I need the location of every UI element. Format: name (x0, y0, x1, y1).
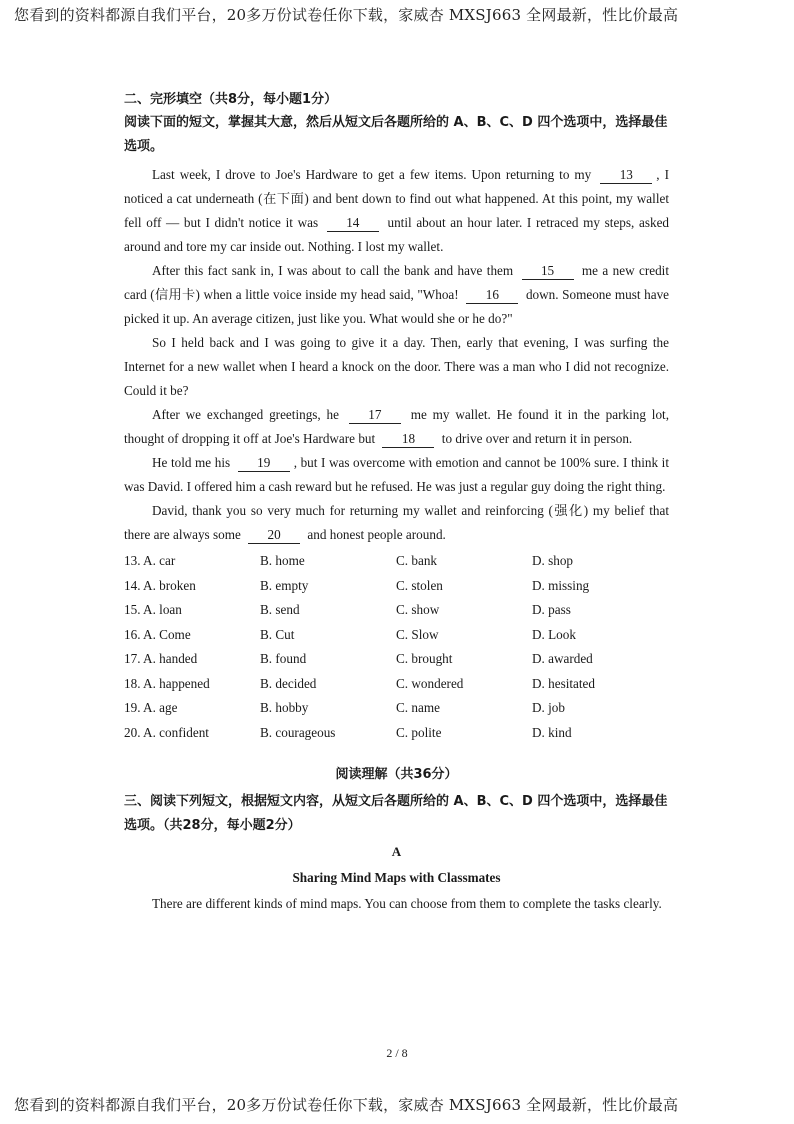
passage-first-line: There are different kinds of mind maps. You can choose from them to complete the tasks clearly. (152, 896, 662, 911)
option: 18. A. happened (124, 675, 210, 691)
watermark-banner-top: 您看到的资料都源自我们平台，20多万份试卷任你下载，家威杏 MXSJ663 全网最新，性比价最高 (14, 6, 679, 24)
reading-section-title: 三、阅读下列短文，根据短文内容，从短文后各题所给的 A、B、C、D 四个选项中，选择最佳选项。（共28分，每小题2分） (124, 794, 668, 833)
option: B. found (260, 651, 307, 666)
option: B. empty (260, 577, 309, 593)
option: 14. A. broken (124, 577, 196, 593)
option: D. pass (532, 602, 571, 617)
option: C. stolen (396, 577, 443, 593)
passage-title: Sharing Mind Maps with Classmates (292, 870, 501, 885)
option: C. show (396, 602, 440, 617)
cloze-paragraph-6: David, thank you so very much for returning my wallet and reinforcing (强化) my belief that there are always some 20 and honest people around. (124, 503, 669, 542)
option: D. kind (532, 724, 572, 740)
cloze-paragraph-2: After this fact sank in, I was about to call the bank and have them 15 me a new credit card (信用卡) when a little voice inside my head said, "Whoa! 16 down. Someone must have picked it up. An average citizen, just like you. What would she or he do?" (124, 263, 670, 326)
option: C. bank (396, 553, 438, 568)
option: B. send (260, 602, 300, 617)
cloze-options-grid (124, 549, 669, 745)
cloze-paragraph-3: So I held back and I was going to give it a day. Then, early that evening, I was surfing the Internet for a new wallet when I heard a knock on the door. There was a man who I did not recognize. Could it be? (124, 335, 669, 398)
option: D. awarded (532, 651, 593, 666)
reading-heading: 阅读理解（共36分） (335, 767, 458, 782)
cloze-paragraph-1: Last week, I drove to Joe's Hardware to get a few items. Upon returning to my 13 , I noticed a cat underneath (在下面) and bent down to find out what happened. At this point, my wallet fell off — but I didn't notice it was 14 until about an hour later. I retraced my steps, asked around and tore my car inside out. Nothing. I lost my wallet. (124, 167, 670, 254)
page-number: 2 / 8 (386, 1046, 408, 1060)
option: B. hobby (260, 700, 309, 715)
blank-17: 17 (349, 407, 401, 424)
option: D. job (532, 700, 565, 715)
option: B. decided (260, 675, 317, 691)
blank-18: 18 (382, 431, 434, 448)
option: 13. A. car (124, 553, 176, 568)
option: D. hesitated (532, 675, 595, 691)
cloze-instructions: 阅读下面的短文，掌握其大意，然后从短文后各题所给的 A、B、C、D 四个选项中，选择最佳选项。 (124, 115, 668, 154)
watermark-banner-bottom: 您看到的资料都源自我们平台，20多万份试卷任你下载，家威杏 MXSJ663 全网最新，性比价最高 (14, 1096, 679, 1114)
option: D. Look (532, 626, 576, 642)
blank-14: 14 (327, 215, 379, 232)
option: D. missing (532, 577, 590, 593)
cloze-paragraph-4: After we exchanged greetings, he 17 me my wallet. He found it in the parking lot, thought of dropping it off at Joe's Hardware but 18 to drive over and return it in person. (124, 407, 670, 446)
exam-page (124, 88, 669, 916)
option: C. name (396, 700, 440, 715)
passage-letter: A (391, 844, 402, 859)
option: 17. A. handed (124, 651, 198, 666)
blank-15: 15 (522, 263, 574, 280)
blank-20: 20 (248, 527, 300, 544)
cloze-paragraph-5: He told me his 19 , but I was overcome with emotion and cannot be 100% sure. I think it was David. I offered him a cash reward but he refused. He was just a regular guy doing the right thing. (124, 455, 669, 494)
cloze-section-title: 二、完形填空（共8分，每小题1分） (124, 92, 338, 107)
option: C. brought (396, 651, 453, 666)
option: D. shop (532, 553, 574, 568)
option: 16. A. Come (124, 626, 191, 642)
option: B. courageous (260, 724, 336, 740)
blank-16: 16 (466, 287, 518, 304)
option: B. home (260, 553, 305, 568)
blank-13: 13 (600, 167, 652, 184)
option: C. polite (396, 724, 442, 740)
blank-19: 19 (238, 455, 290, 472)
option: B. Cut (260, 626, 295, 642)
option: C. Slow (396, 626, 439, 642)
option: 20. A. confident (124, 724, 209, 740)
option: 15. A. loan (124, 602, 182, 617)
option: C. wondered (396, 675, 464, 691)
option: 19. A. age (124, 700, 178, 715)
